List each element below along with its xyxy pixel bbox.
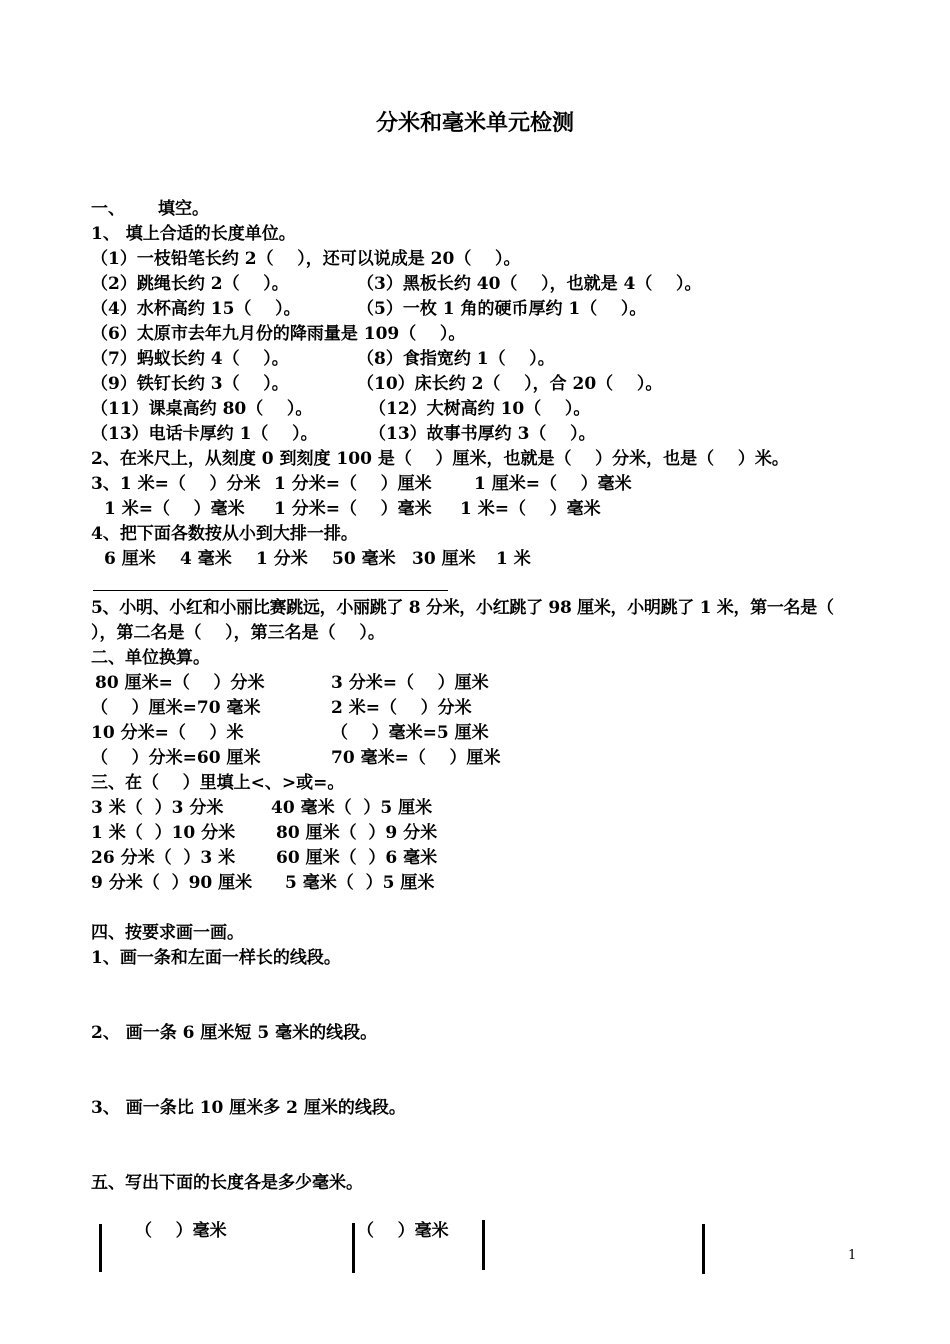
q1-item: （11）课桌高约 80（ ）。 [91,399,313,419]
compare-item: 60 厘米（ ）6 毫米 [276,848,438,868]
q3-item: 1 米=（ ）毫米 [104,499,245,519]
q1-item: （2）跳绳长约 2（ ）。 [91,274,289,294]
q1-item: （4）水杯高约 15（ ）。 [91,299,301,319]
q1-item: （9）铁钉长约 3（ ）。 [91,374,289,394]
compare-item: 5 毫米（ ）5 厘米 [285,873,435,893]
segment-end-mark [482,1220,485,1270]
q4-value: 1 米 [496,549,531,569]
q1-item: （3）黑板长约 40（ ），也就是 4（ ）。 [357,274,702,294]
q1-item: （10）床长约 2（ ），合 20（ ）。 [357,374,663,394]
q5-text-line1: 5、小明、小红和小丽比赛跳远，小丽跳了 8 分米，小红跳了 98 厘米，小明跳了 1 米，第一名是（ [91,598,834,618]
conversion-item: （ ）毫米=5 厘米 [331,723,489,743]
q1-item: （13）电话卡厚约 1（ ）。 [91,424,318,444]
q1-text: 1、 填上合适的长度单位。 [91,224,296,244]
q3-item: 1 米=（ ）毫米 [460,499,601,519]
q1-item: （12）大树高约 10（ ）。 [369,399,591,419]
q1-item: （1）一枝铅笔长约 2（ ），还可以说成是 20（ ）。 [91,249,521,269]
page-number: 1 [848,1248,857,1263]
conversion-item: 70 毫米=（ ）厘米 [331,748,501,768]
length-answer: （ ）毫米 [357,1221,449,1241]
conversion-item: （ ）分米=60 厘米 [91,748,261,768]
section1-heading: 填空。 [158,199,209,219]
draw-item: 3、 画一条比 10 厘米多 2 厘米的线段。 [91,1098,406,1118]
q3-item: 1 厘米=（ ）毫米 [474,474,632,494]
q1-item: （13）故事书厚约 3（ ）。 [369,424,596,444]
segment-end-mark [352,1223,355,1273]
q2-text: 2、在米尺上，从刻度 0 到刻度 100 是（ ）厘米，也就是（ ）分米，也是（ ）米。 [91,449,789,469]
compare-item: 40 毫米（ ）5 厘米 [271,798,433,818]
q4-value: 30 厘米 [412,549,476,569]
segment-end-mark [702,1224,705,1274]
conversion-item: 80 厘米=（ ）分米 [95,673,265,693]
conversion-item: 3 分米=（ ）厘米 [331,673,489,693]
q4-value: 50 毫米 [332,549,396,569]
compare-item: 26 分米（ ）3 米 [91,848,236,868]
segment-end-mark [99,1224,102,1272]
section3-heading: 三、在（ ）里填上<、>或=。 [91,773,345,793]
answer-line [93,590,448,591]
conversion-item: 10 分米=（ ）米 [91,723,244,743]
section2-heading: 二、单位换算。 [91,648,210,668]
conversion-item: 2 米=（ ）分米 [331,698,472,718]
draw-item: 2、 画一条 6 厘米短 5 毫米的线段。 [91,1023,378,1043]
q1-item: （7）蚂蚁长约 4（ ）。 [91,349,289,369]
q1-item: （8）食指宽约 1（ ）。 [357,349,555,369]
compare-item: 1 米（ ）10 分米 [91,823,236,843]
conversion-item: （ ）厘米=70 毫米 [91,698,261,718]
q4-value: 6 厘米 [104,549,156,569]
section1-number: 一、 [91,199,125,219]
q1-item: （5）一枚 1 角的硬币厚约 1（ ）。 [357,299,647,319]
q3-item: 1 分米=（ ）厘米 [274,474,432,494]
page-title: 分米和毫米单元检测 [375,110,574,136]
compare-item: 80 厘米（ ）9 分米 [276,823,438,843]
draw-item: 1、画一条和左面一样长的线段。 [91,948,341,968]
q3-item: 3、1 米=（ ）分米 [91,474,261,494]
section4-heading: 四、按要求画一画。 [91,923,244,943]
compare-item: 3 米（ ）3 分米 [91,798,224,818]
q1-item: （6）太原市去年九月份的降雨量是 109（ ）。 [91,324,466,344]
q4-text: 4、把下面各数按从小到大排一排。 [91,524,358,544]
q5-text-line2: ），第二名是（ ），第三名是（ ）。 [91,623,385,643]
q3-item: 1 分米=（ ）毫米 [274,499,432,519]
compare-item: 9 分米（ ）90 厘米 [91,873,253,893]
q4-value: 1 分米 [256,549,308,569]
section5-heading: 五、写出下面的长度各是多少毫米。 [91,1173,363,1193]
length-answer: （ ）毫米 [135,1221,227,1241]
q4-value: 4 毫米 [180,549,232,569]
